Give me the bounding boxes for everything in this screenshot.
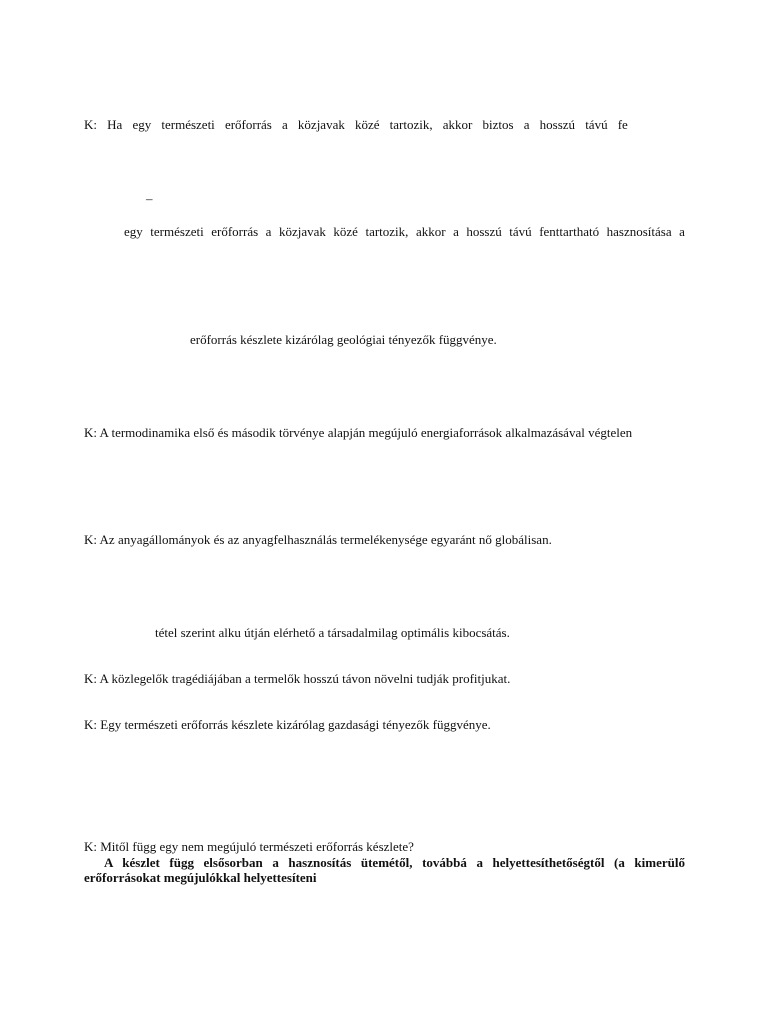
word: közé <box>354 117 380 132</box>
word: a <box>453 224 459 239</box>
word: tartozik, <box>365 224 409 239</box>
word: közjavak <box>297 117 345 132</box>
dash-marker: – <box>146 191 153 206</box>
word: fenttartható <box>539 224 600 239</box>
word: fe <box>617 117 628 132</box>
word: a <box>265 224 272 239</box>
truncated-question-line-1 <box>84 117 628 132</box>
question-line: K: Az anyagállományok és az anyagfelhasználás termelékenysége egyaránt nő globálisan. <box>84 532 552 547</box>
word: erőforrás <box>224 117 272 132</box>
word: egy <box>132 117 152 132</box>
word: egy <box>124 224 143 239</box>
word: erőforrás <box>211 224 259 239</box>
word: közé <box>333 224 358 239</box>
fragment-line: erőforrás készlete kizárólag geológiai tényezők függvénye. <box>190 332 497 347</box>
word: a <box>282 117 288 132</box>
word: a <box>679 224 685 239</box>
word: természeti <box>150 224 204 239</box>
word: a <box>523 117 530 132</box>
question-line: K: Mitől függ egy nem megújuló természeti erőforrás készlete? <box>84 839 414 854</box>
word: távú <box>585 117 608 132</box>
word: hosszú <box>466 224 502 239</box>
question-line: K: A közlegelők tragédiájában a termelők hosszú távon növelni tudják profitjukat. <box>84 671 511 686</box>
word: távú <box>509 224 532 239</box>
answer-fragment-line <box>124 224 685 239</box>
question-line: K: A termodinamika első és második törvénye alapján megújuló energiaforrások alkalmazásával végtelen <box>84 425 633 440</box>
word: közjavak <box>278 224 326 239</box>
word: természeti <box>161 117 215 132</box>
word: K: <box>84 117 97 132</box>
word: akkor <box>415 224 446 239</box>
question-line: K: Egy természeti erőforrás készlete kizárólag gazdasági tényezők függvénye. <box>84 717 491 732</box>
word: tartozik, <box>389 117 433 132</box>
word: Ha <box>107 117 123 132</box>
word: hosszú <box>539 117 576 132</box>
fragment-line: tétel szerint alku útján elérhető a társadalmilag optimális kibocsátás. <box>155 625 510 640</box>
answer-paragraph: A készlet függ elsősorban a hasznosítás ütemétől, továbbá a helyettesíthetőségtől (a kimerülő erőforrásokat megújulókkal helyettesíteni <box>84 855 685 885</box>
word: hasznosítása <box>606 224 672 239</box>
word: biztos <box>482 117 514 132</box>
word: akkor <box>442 117 473 132</box>
